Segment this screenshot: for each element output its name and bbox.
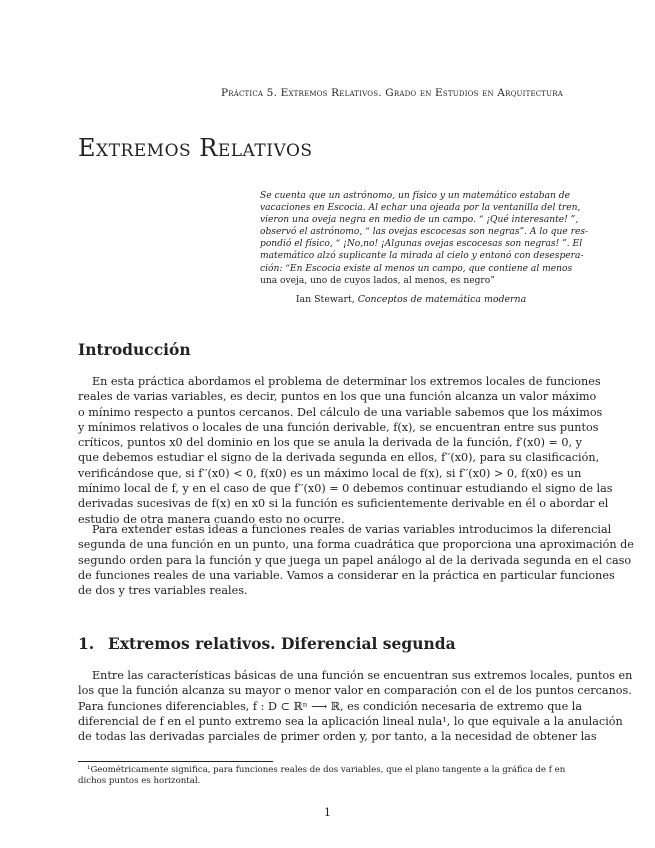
running-header: Práctica 5. Extremos Relativos. Grado en Estudios en Arquitectura bbox=[220, 87, 563, 99]
section-1-paragraph bbox=[78, 668, 633, 744]
text-line: mínimo local de f, y en el caso de que f′′(x0) = 0 debemos continuar estudiando el signo de las bbox=[78, 482, 613, 496]
epigraph-line: vieron una oveja negra en medio de un campo. “ ¡Qué interesante! ”, bbox=[260, 215, 579, 226]
page-number: 1 bbox=[324, 806, 331, 819]
page-title: Extremos Relativos bbox=[78, 134, 313, 162]
text-line: de dos y tres variables reales. bbox=[78, 584, 248, 598]
intro-paragraph-2 bbox=[78, 522, 634, 598]
text-line: segunda de una función en un punto, una forma cuadrática que proporciona una aproximación de bbox=[78, 538, 634, 552]
epigraph-line: una oveja, uno de cuyos lados, al menos, es negro” bbox=[260, 275, 495, 286]
text-line: derivadas sucesivas de f(x) en x0 si la función es suficientemente derivable en él o abordar el bbox=[78, 497, 609, 511]
epigraph-line: pondió el físico, “ ¡No,no! ¡Algunas ovejas escocesas son negras! ”. El bbox=[260, 239, 583, 250]
text-line: reales de varias variables, es decir, puntos en los que una función alcanza un valor máximo bbox=[78, 390, 597, 404]
text-line: estudio de otra manera cuando esto no ocurre. bbox=[78, 512, 345, 526]
section-title: Extremos relativos. Diferencial segunda bbox=[108, 634, 456, 653]
text-line: críticos, puntos x0 del dominio en los que se anula la derivada de la función, f′(x0) = 0, y bbox=[78, 436, 582, 450]
footnote-line: dichos puntos es horizontal. bbox=[78, 776, 201, 787]
epigraph-line: Se cuenta que un astrónomo, un físico y un matemático estaban de bbox=[260, 191, 570, 201]
text-line: de funciones reales de una variable. Vamos a considerar en la práctica en particular funciones bbox=[78, 568, 615, 582]
epigraph-line: matemático alzó suplicante la mirada al cielo y entonó con desespera- bbox=[260, 251, 584, 262]
section-1-heading bbox=[78, 634, 456, 653]
epigraph-attribution bbox=[260, 294, 562, 305]
epigraph-line: ción: “En Escocia existe al menos un campo, que contiene al menos bbox=[260, 263, 573, 274]
attribution-book: Conceptos de matemática moderna bbox=[357, 294, 527, 305]
text-line: y mínimos relativos o locales de una función derivable, f(x), se encuentran entre sus puntos bbox=[78, 420, 599, 434]
epigraph-quote bbox=[260, 190, 589, 287]
epigraph-line: observó el astrónomo, “ las ovejas escocesas son negras”. A lo que res- bbox=[260, 227, 589, 238]
section-number: 1. bbox=[78, 634, 95, 653]
text-line: que debemos estudiar el signo de la derivada segunda en ellos, f′′(x0), para su clasificación, bbox=[78, 451, 600, 465]
footnote bbox=[78, 765, 566, 788]
text-line: En esta práctica abordamos el problema de determinar los extremos locales de funciones bbox=[92, 375, 601, 388]
epigraph-line: vacaciones en Escocia. Al echar una ojeada por la ventanilla del tren, bbox=[260, 203, 581, 214]
text-line: los que la función alcanza su mayor o menor valor en comparación con el de los puntos cercanos. bbox=[78, 684, 632, 698]
intro-heading: Introducción bbox=[78, 340, 191, 359]
text-line: diferencial de f en el punto extremo sea la aplicación lineal nula¹, lo que equivale a la anulación bbox=[78, 714, 623, 728]
footnote-line: ¹Geométricamente significa, para funciones reales de dos variables, que el plano tangente a la gráfica de f en bbox=[87, 765, 566, 775]
text-line: Para funciones diferenciables, f : D ⊂ ℝⁿ ⟶ ℝ, es condición necesaria de extremo que la bbox=[78, 699, 583, 713]
text-line: Entre las características básicas de una función se encuentran sus extremos locales, puntos en bbox=[92, 669, 633, 682]
text-line: Para extender estas ideas a funciones reales de varias variables introducimos la diferencial bbox=[92, 523, 612, 536]
text-line: segundo orden para la función y que juega un papel análogo al de la derivada segunda en el caso bbox=[78, 553, 632, 567]
text-line: de todas las derivadas parciales de primer orden y, por tanto, a la necesidad de obtener las bbox=[78, 730, 597, 744]
intro-paragraph-1 bbox=[78, 374, 613, 527]
footnote-rule bbox=[78, 761, 273, 762]
text-line: verificándose que, si f′′(x0) < 0, f(x0) es un máximo local de f(x), si f′′(x0) > 0, f(x0) es un bbox=[78, 466, 582, 480]
text-line: o mínimo respecto a puntos cercanos. Del cálculo de una variable sabemos que los máximos bbox=[78, 405, 603, 419]
attribution-author: Ian Stewart, bbox=[295, 294, 355, 305]
